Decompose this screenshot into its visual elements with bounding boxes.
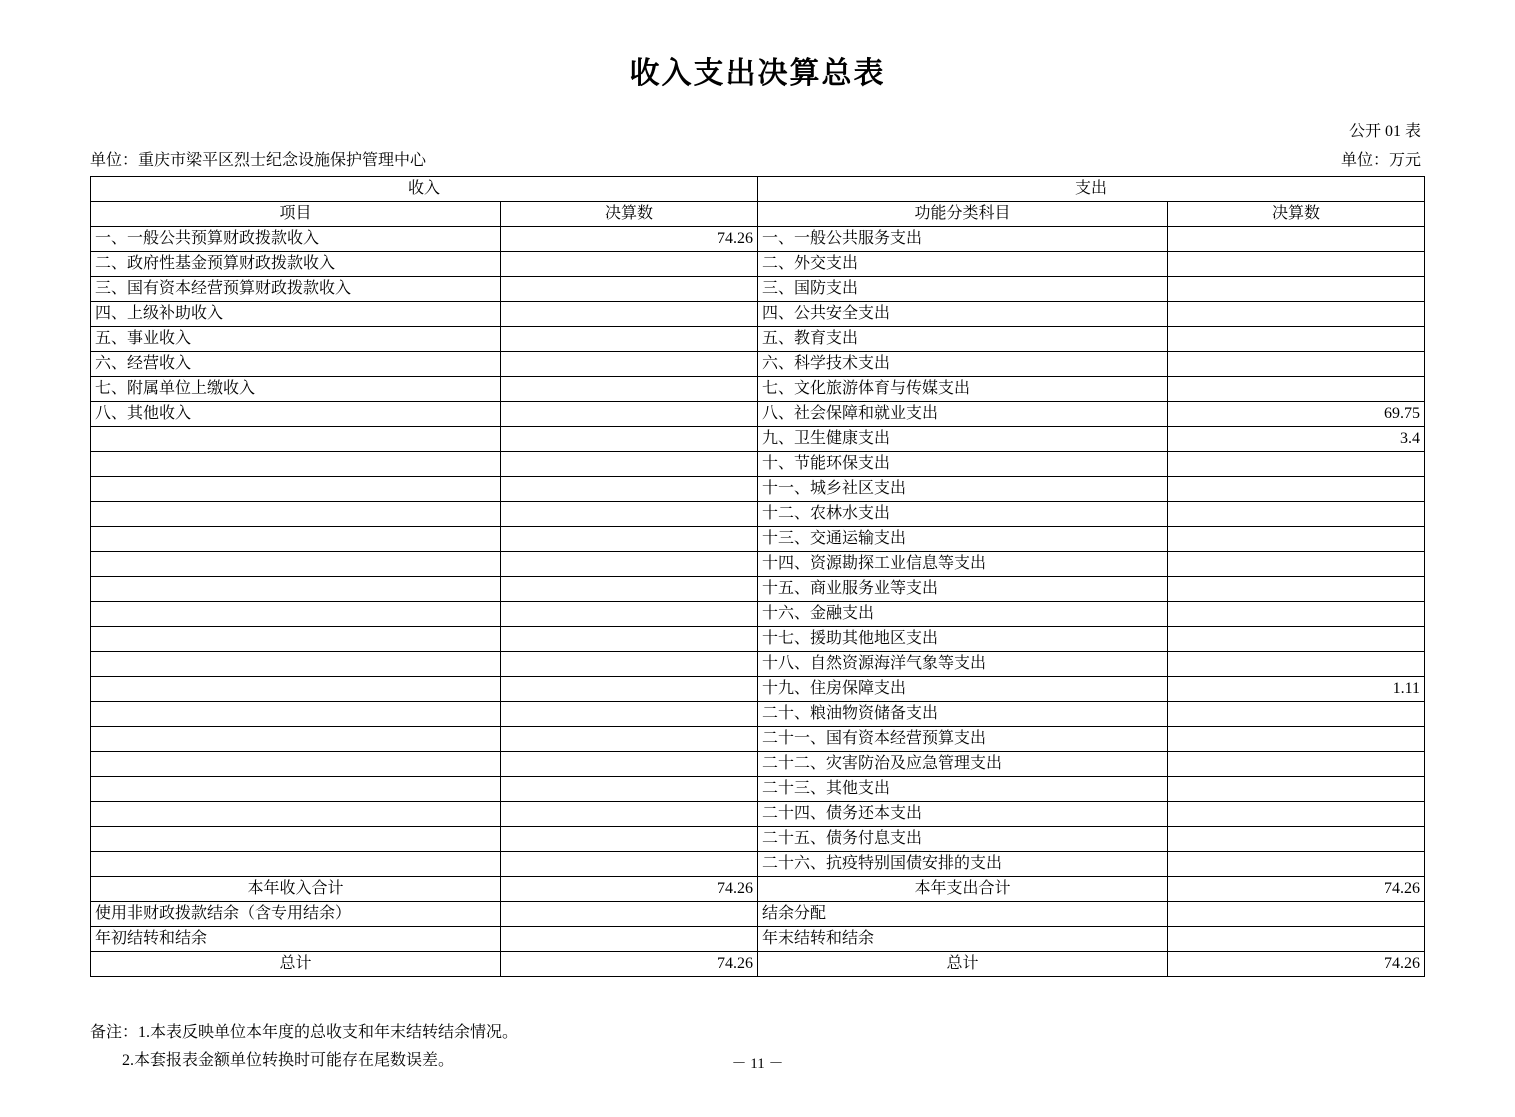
cell-expense-amount: 69.75 — [1168, 402, 1425, 427]
cell-income-item — [91, 602, 501, 627]
cell-expense-amount — [1168, 702, 1425, 727]
cell-expense-amount — [1168, 852, 1425, 877]
column-header-income-item: 项目 — [91, 202, 501, 227]
cell-income-item: 总计 — [91, 952, 501, 977]
cell-expense-item: 十二、农林水支出 — [758, 502, 1168, 527]
cell-income-item — [91, 477, 501, 502]
table-row — [91, 227, 1425, 252]
cell-income-amount — [501, 627, 758, 652]
cell-income-amount — [501, 727, 758, 752]
cell-expense-amount — [1168, 502, 1425, 527]
cell-expense-item: 十六、金融支出 — [758, 602, 1168, 627]
cell-expense-amount — [1168, 777, 1425, 802]
cell-income-amount — [501, 552, 758, 577]
cell-income-item — [91, 427, 501, 452]
table-summary-row — [91, 927, 1425, 952]
table-row — [91, 577, 1425, 602]
group-header-income: 收入 — [91, 177, 758, 202]
cell-income-amount — [501, 927, 758, 952]
cell-expense-amount: 74.26 — [1168, 952, 1425, 977]
cell-expense-item: 六、科学技术支出 — [758, 352, 1168, 377]
cell-income-item: 本年收入合计 — [91, 877, 501, 902]
cell-income-amount — [501, 602, 758, 627]
cell-income-amount — [501, 402, 758, 427]
cell-income-item — [91, 727, 501, 752]
table-summary-row — [91, 902, 1425, 927]
document-page — [0, 48, 1515, 1117]
cell-income-amount — [501, 477, 758, 502]
cell-expense-item: 三、国防支出 — [758, 277, 1168, 302]
cell-income-amount — [501, 752, 758, 777]
table-row — [91, 702, 1425, 727]
cell-income-amount — [501, 427, 758, 452]
cell-expense-item: 八、社会保障和就业支出 — [758, 402, 1168, 427]
table-row — [91, 802, 1425, 827]
cell-income-amount — [501, 802, 758, 827]
cell-expense-amount — [1168, 727, 1425, 752]
cell-income-amount: 74.26 — [501, 952, 758, 977]
table-row — [91, 352, 1425, 377]
cell-expense-amount — [1168, 627, 1425, 652]
cell-expense-amount — [1168, 927, 1425, 952]
cell-income-amount — [501, 452, 758, 477]
cell-income-amount — [501, 677, 758, 702]
table-row — [91, 477, 1425, 502]
note-line-1: 备注：1.本表反映单位本年度的总收支和年末结转结余情况。 — [90, 1024, 519, 1041]
cell-expense-item: 十五、商业服务业等支出 — [758, 577, 1168, 602]
cell-expense-amount — [1168, 302, 1425, 327]
form-code: 公开 01 表 — [1348, 123, 1421, 140]
cell-income-item: 六、经营收入 — [91, 352, 501, 377]
cell-income-amount — [501, 902, 758, 927]
cell-expense-item: 二十三、其他支出 — [758, 777, 1168, 802]
page-title: 收入支出决算总表 — [629, 57, 886, 90]
cell-expense-amount — [1168, 827, 1425, 852]
cell-income-item — [91, 702, 501, 727]
cell-expense-item: 二、外交支出 — [758, 252, 1168, 277]
cell-income-item — [91, 802, 501, 827]
table-row — [91, 677, 1425, 702]
cell-income-item: 一、一般公共预算财政拨款收入 — [91, 227, 501, 252]
cell-income-item — [91, 627, 501, 652]
cell-expense-item: 十、节能环保支出 — [758, 452, 1168, 477]
cell-expense-item: 年末结转和结余 — [758, 927, 1168, 952]
cell-income-amount — [501, 652, 758, 677]
cell-income-amount — [501, 502, 758, 527]
cell-income-item — [91, 552, 501, 577]
cell-expense-amount: 3.4 — [1168, 427, 1425, 452]
table-row — [91, 827, 1425, 852]
table-row — [91, 302, 1425, 327]
cell-expense-item: 五、教育支出 — [758, 327, 1168, 352]
cell-income-item — [91, 852, 501, 877]
cell-income-amount — [501, 377, 758, 402]
cell-income-item — [91, 677, 501, 702]
cell-expense-item: 二十五、债务付息支出 — [758, 827, 1168, 852]
table-row — [91, 752, 1425, 777]
cell-income-amount — [501, 852, 758, 877]
table-row — [91, 552, 1425, 577]
cell-expense-item: 二十一、国有资本经营预算支出 — [758, 727, 1168, 752]
cell-income-item: 年初结转和结余 — [91, 927, 501, 952]
cell-expense-item: 十四、资源勘探工业信息等支出 — [758, 552, 1168, 577]
column-header-expense-item: 功能分类科目 — [758, 202, 1168, 227]
cell-expense-amount: 74.26 — [1168, 877, 1425, 902]
cell-expense-item: 二十二、灾害防治及应急管理支出 — [758, 752, 1168, 777]
cell-expense-amount — [1168, 752, 1425, 777]
cell-expense-amount — [1168, 802, 1425, 827]
cell-income-item — [91, 577, 501, 602]
cell-expense-amount — [1168, 277, 1425, 302]
table-row — [91, 402, 1425, 427]
cell-expense-amount — [1168, 577, 1425, 602]
table-row — [91, 277, 1425, 302]
table-row — [91, 327, 1425, 352]
cell-income-item — [91, 502, 501, 527]
cell-expense-item: 十九、住房保障支出 — [758, 677, 1168, 702]
table-row — [91, 852, 1425, 877]
group-header-expenditure: 支出 — [758, 177, 1425, 202]
cell-income-amount — [501, 527, 758, 552]
amount-unit-label: 单位：万元 — [1340, 152, 1421, 169]
cell-expense-amount — [1168, 527, 1425, 552]
cell-income-amount — [501, 827, 758, 852]
cell-expense-item: 十八、自然资源海洋气象等支出 — [758, 652, 1168, 677]
cell-income-item — [91, 527, 501, 552]
page-number: － 11 － — [731, 1056, 784, 1072]
cell-expense-amount: 1.11 — [1168, 677, 1425, 702]
cell-expense-amount — [1168, 552, 1425, 577]
column-header-expense-amount: 决算数 — [1168, 202, 1425, 227]
cell-income-item: 五、事业收入 — [91, 327, 501, 352]
cell-expense-item: 四、公共安全支出 — [758, 302, 1168, 327]
cell-income-amount — [501, 277, 758, 302]
table-body — [91, 227, 1425, 977]
cell-income-item — [91, 827, 501, 852]
cell-expense-item: 十三、交通运输支出 — [758, 527, 1168, 552]
cell-expense-amount — [1168, 652, 1425, 677]
cell-expense-item: 二十、粮油物资储备支出 — [758, 702, 1168, 727]
table-summary-row — [91, 952, 1425, 977]
cell-expense-amount — [1168, 252, 1425, 277]
cell-expense-amount — [1168, 352, 1425, 377]
cell-expense-item: 十七、援助其他地区支出 — [758, 627, 1168, 652]
cell-expense-item: 二十六、抗疫特别国债安排的支出 — [758, 852, 1168, 877]
cell-expense-item: 九、卫生健康支出 — [758, 427, 1168, 452]
cell-income-item: 二、政府性基金预算财政拨款收入 — [91, 252, 501, 277]
cell-expense-item: 本年支出合计 — [758, 877, 1168, 902]
cell-income-amount — [501, 252, 758, 277]
cell-income-item — [91, 452, 501, 477]
note-line-2: 2.本套报表金额单位转换时可能存在尾数误差。 — [122, 1052, 455, 1069]
cell-income-amount — [501, 577, 758, 602]
cell-income-item — [91, 752, 501, 777]
budget-table — [90, 176, 1425, 977]
column-header-income-amount: 决算数 — [501, 202, 758, 227]
table-group-header-row — [91, 177, 1425, 202]
cell-income-item: 七、附属单位上缴收入 — [91, 377, 501, 402]
table-row — [91, 652, 1425, 677]
cell-income-amount — [501, 327, 758, 352]
cell-expense-amount — [1168, 902, 1425, 927]
table-row — [91, 602, 1425, 627]
cell-income-item: 八、其他收入 — [91, 402, 501, 427]
table-row — [91, 627, 1425, 652]
table-row — [91, 527, 1425, 552]
table-row — [91, 452, 1425, 477]
cell-income-item — [91, 652, 501, 677]
meta-row — [90, 147, 1425, 170]
cell-income-amount — [501, 352, 758, 377]
cell-expense-item: 总计 — [758, 952, 1168, 977]
cell-income-amount — [501, 302, 758, 327]
table-column-header-row — [91, 202, 1425, 227]
cell-expense-amount — [1168, 477, 1425, 502]
table-summary-row — [91, 877, 1425, 902]
cell-income-amount: 74.26 — [501, 227, 758, 252]
table-row — [91, 777, 1425, 802]
cell-expense-amount — [1168, 377, 1425, 402]
table-row — [91, 727, 1425, 752]
cell-income-item: 四、上级补助收入 — [91, 302, 501, 327]
cell-expense-item: 七、文化旅游体育与传媒支出 — [758, 377, 1168, 402]
table-row — [91, 502, 1425, 527]
unit-label: 单位：重庆市梁平区烈士纪念设施保护管理中心 — [90, 152, 427, 169]
cell-expense-item: 结余分配 — [758, 902, 1168, 927]
cell-expense-amount — [1168, 452, 1425, 477]
cell-expense-amount — [1168, 327, 1425, 352]
table-row — [91, 427, 1425, 452]
cell-income-item — [91, 777, 501, 802]
cell-expense-item: 一、一般公共服务支出 — [758, 227, 1168, 252]
cell-income-amount: 74.26 — [501, 877, 758, 902]
table-row — [91, 377, 1425, 402]
cell-income-item: 三、国有资本经营预算财政拨款收入 — [91, 277, 501, 302]
cell-expense-amount — [1168, 602, 1425, 627]
cell-income-amount — [501, 702, 758, 727]
cell-expense-item: 十一、城乡社区支出 — [758, 477, 1168, 502]
cell-income-item: 使用非财政拨款结余（含专用结余） — [91, 902, 501, 927]
cell-expense-amount — [1168, 227, 1425, 252]
cell-expense-item: 二十四、债务还本支出 — [758, 802, 1168, 827]
table-row — [91, 252, 1425, 277]
cell-income-amount — [501, 777, 758, 802]
